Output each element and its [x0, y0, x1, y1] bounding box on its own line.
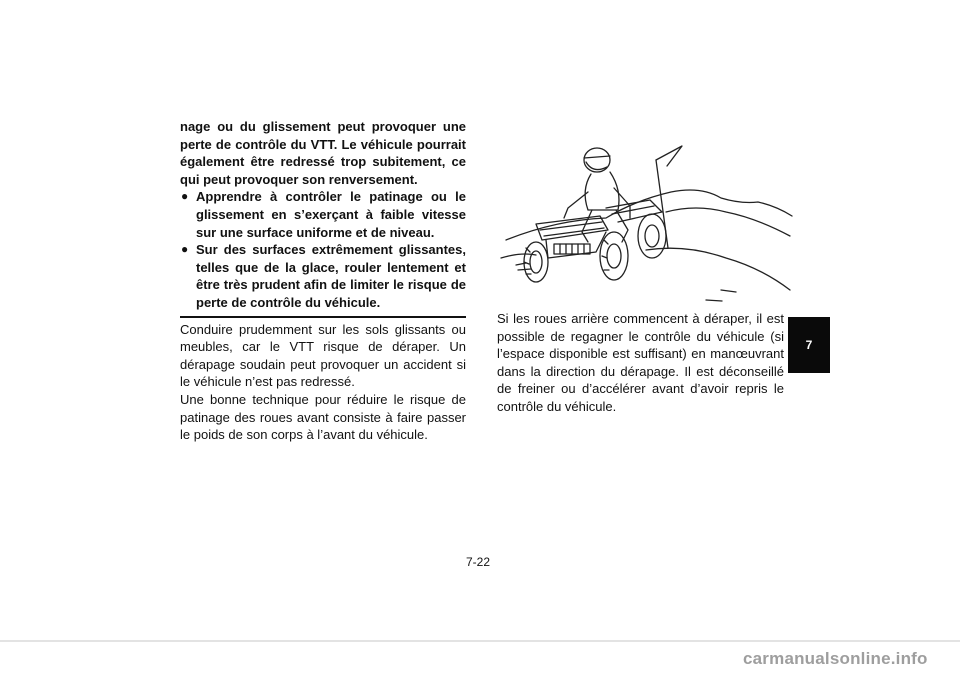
bullet-dot-icon: ●	[181, 189, 189, 204]
left-column	[180, 118, 466, 444]
footer-divider	[0, 640, 960, 642]
warning-block	[180, 118, 466, 312]
warning-end-rule	[180, 316, 466, 318]
atv-rider-illustration	[496, 140, 796, 305]
body-paragraph: Si les roues arrière commencent à déraper, il est possible de regagner le contrôle du véhicule (si l’espace disponible est suffisant) en manœuvrant dans la direction du dérapage. Il est déconseillé de freiner ou d’accélérer avant d’avoir repris le contrôle du véhicule.	[497, 311, 784, 414]
warning-bullet	[180, 241, 466, 311]
page-number: 7-22	[466, 555, 491, 569]
warning-bullet	[180, 188, 466, 241]
chapter-tab	[788, 317, 830, 373]
right-column	[497, 310, 784, 416]
warning-intro: nage ou du glissement peut provoquer une perte de contrôle du VTT. Le véhicule pourrait également être redressé trop subitement, ce qui peut provoquer son renversement.	[180, 119, 466, 187]
body-paragraph: Une bonne technique pour réduire le risque de patinage des roues avant consiste à faire passer le poids de son corps à l’avant du véhicule.	[180, 391, 466, 443]
warning-bullet-list	[180, 188, 466, 311]
watermark: carmanualsonline.info	[743, 649, 928, 668]
warning-bullet-text: Apprendre à contrôler le patinage ou le glissement en s’exerçant à faible vitesse sur une surface uniforme et de niveau.	[196, 189, 466, 240]
body-paragraph: Conduire prudemment sur les sols glissants ou meubles, car le VTT risque de déraper. Un dérapage soudain peut provoquer un accident si le véhicule n’est pas redressé.	[180, 321, 466, 390]
warning-bullet-text: Sur des surfaces extrêmement glissantes, telles que de la glace, rouler lentement et être très prudent afin de limiter le risque de perte de contrôle du véhicule.	[196, 242, 466, 310]
bullet-dot-icon: ●	[181, 242, 189, 257]
chapter-number: 7	[805, 338, 813, 352]
